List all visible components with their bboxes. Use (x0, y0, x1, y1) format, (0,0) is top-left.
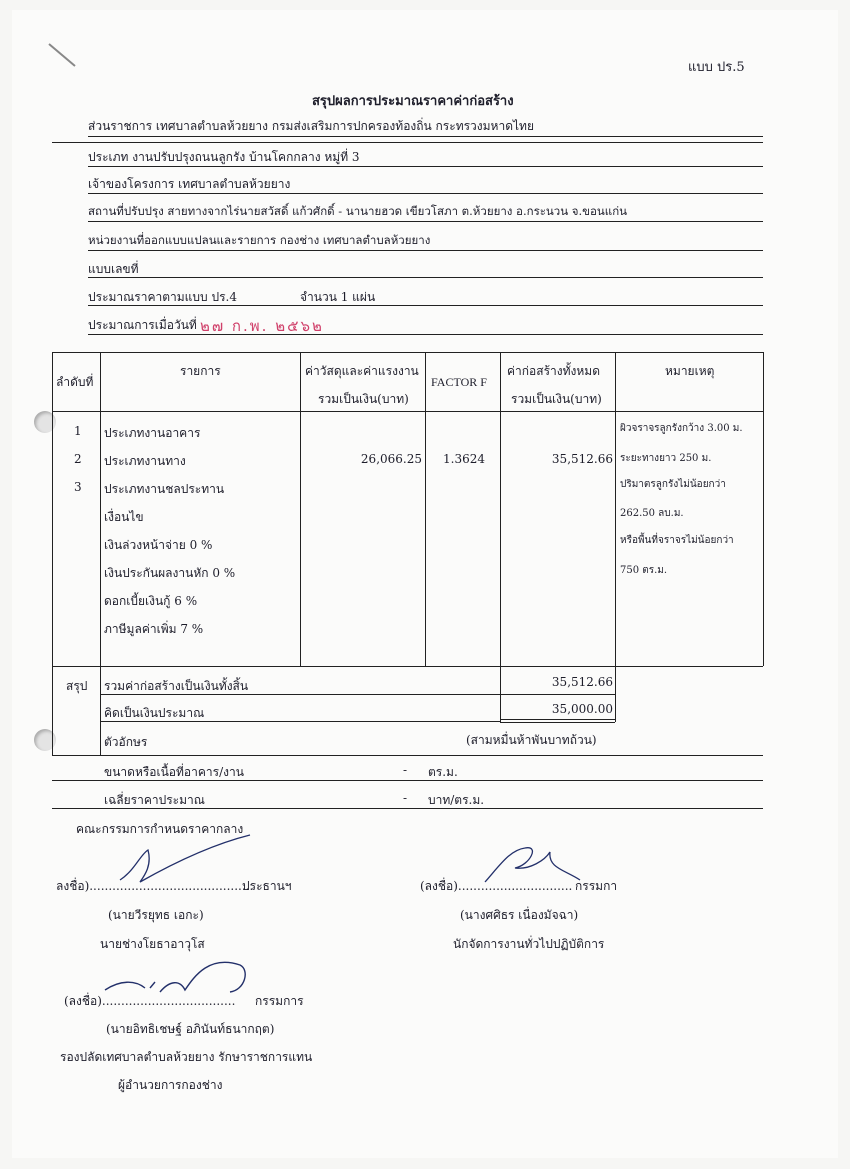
condition-line: เงินล่วงหน้าจ่าย 0 % (104, 538, 213, 552)
table-row-material: 26,066.25 (360, 452, 422, 466)
remark-line: ระยะทางยาว 250 ม. (620, 453, 712, 464)
sig3-line: (ลงชื่อ)................................... (64, 994, 236, 1008)
col-header-factor: FACTOR F (431, 375, 487, 389)
table-row-item: ประเภทงานอาคาร (104, 426, 201, 440)
building-size-unit: ตร.ม. (428, 765, 458, 779)
form-code: แบบ ปร.5 (688, 60, 745, 75)
table-row-item: ประเภทงานทาง (104, 454, 186, 468)
project-owner: เจ้าของโครงการ เทศบาลตำบลห้วยยาง (88, 177, 291, 191)
col-header-material-1: ค่าวัสดุและค่าแรงงาน (305, 364, 419, 378)
staple-mark (45, 40, 81, 70)
sig1-role: ประธานฯ (242, 879, 292, 893)
project-type: ประเภท งานปรับปรุงถนนลูกรัง บ้านโคกกลาง หมู่ที่ 3 (88, 150, 360, 164)
table-row-no: 2 (74, 452, 82, 466)
page-title: สรุปผลการประมาณราคาค่าก่อสร้าง (312, 94, 514, 109)
remark-line: ผิวจราจรลูกรังกว้าง 3.00 ม. (620, 423, 743, 434)
agency-line: ส่วนราชการ เทศบาลตำบลห้วยยาง กรมส่งเสริมการปกครองท้องถิ่น กระทรวงมหาดไทย (88, 119, 534, 133)
summary-approx-value: 35,000.00 (551, 702, 613, 716)
sig2-position: นักจัดการงานทั่วไปปฏิบัติการ (453, 937, 605, 951)
condition-line: เงื่อนไข (104, 510, 144, 524)
committee-heading: คณะกรรมการกำหนดราคากลาง (76, 822, 244, 836)
col-header-material-2: รวมเป็นเงิน(บาท) (318, 392, 409, 406)
sig2-role: กรรมกา (575, 879, 618, 893)
table-row-factor: 1.3624 (443, 452, 485, 466)
summary-text-value: (สามหมื่นห้าพันบาทถ้วน) (466, 733, 597, 747)
condition-line: ดอกเบี้ยเงินกู้ 6 % (104, 594, 198, 608)
sig3-position-2: ผู้อำนวยการกองช่าง (118, 1078, 223, 1092)
building-size-label: ขนาดหรือเนื้อที่อาคาร/งาน (104, 765, 244, 779)
remark-line: ปริมาตรลูกรังไม่น้อยกว่า (620, 479, 726, 490)
estimate-date-label: ประมาณการเมื่อวันที่ (88, 318, 197, 332)
drawing-number: แบบเลขที่ (88, 262, 139, 276)
col-header-total-2: รวมเป็นเงิน(บาท) (511, 392, 602, 406)
table-row-total: 35,512.66 (551, 452, 613, 466)
remark-line: หรือพื้นที่จราจรไม่น้อยกว่า (620, 535, 734, 546)
remark-line: 262.50 ลบ.ม. (620, 508, 684, 519)
project-location: สถานที่ปรับปรุง สายทางจากไร่นายสวัสดิ์ แก้วศักดิ์ - นานายฮวด เขียวโสภา ต.ห้วยยาง อ.กระนวน จ.ขอนแก่น (88, 204, 628, 218)
sig2-name: (นางศศิธร เนื่องมัจฉา) (460, 908, 579, 922)
design-unit: หน่วยงานที่ออกแบบแปลนและรายการ กองช่าง เทศบาลตำบลห้วยยาง (88, 233, 431, 247)
summary-approx-label: คิดเป็นเงินประมาณ (104, 706, 205, 720)
summary-total-label: รวมค่าก่อสร้างเป็นเงินทั้งสิ้น (104, 679, 249, 693)
average-price-label: เฉลี่ยราคาประมาณ (104, 793, 205, 807)
sig1-name: (นายวีรยุทธ เอกะ) (108, 908, 204, 922)
summary-label: สรุป (66, 679, 88, 693)
building-size-dash: - (403, 763, 408, 777)
remark-line: 750 ตร.ม. (620, 565, 668, 576)
sig3-name: (นายอิทธิเชษฐ์ อภินันท์ธนากฤต) (106, 1022, 275, 1036)
estimate-form: ประมาณราคาตามแบบ ปร.4 (88, 290, 237, 304)
estimate-date-value: ๒๗ ก.พ. ๒๕๖๒ (200, 317, 324, 335)
summary-text-label: ตัวอักษร (104, 735, 148, 749)
table-row-no: 3 (74, 480, 82, 494)
col-header-remark: หมายเหตุ (665, 364, 715, 378)
condition-line: ภาษีมูลค่าเพิ่ม 7 % (104, 622, 204, 636)
table-row-item: ประเภทงานชลประทาน (104, 482, 225, 496)
sheet-count: จำนวน 1 แผ่น (300, 290, 376, 304)
average-price-dash: - (403, 791, 408, 805)
table-row-no: 1 (74, 424, 82, 438)
summary-total-value: 35,512.66 (551, 675, 613, 689)
sig1-position: นายช่างโยธาอาวุโส (100, 937, 205, 951)
col-header-no: ลำดับที่ (56, 375, 94, 389)
condition-line: เงินประกันผลงานหัก 0 % (104, 566, 236, 580)
col-header-total-1: ค่าก่อสร้างทั้งหมด (507, 364, 600, 378)
sig3-position-1: รองปลัดเทศบาลตำบลห้วยยาง รักษาราชการแทน (60, 1050, 313, 1064)
sig1-line: ลงชื่อ)........................................... (56, 879, 254, 893)
average-price-unit: บาท/ตร.ม. (428, 793, 485, 807)
sig3-role: กรรมการ (255, 994, 304, 1008)
sig2-line: (ลงชื่อ).............................. (420, 879, 573, 893)
col-header-item: รายการ (180, 364, 221, 378)
